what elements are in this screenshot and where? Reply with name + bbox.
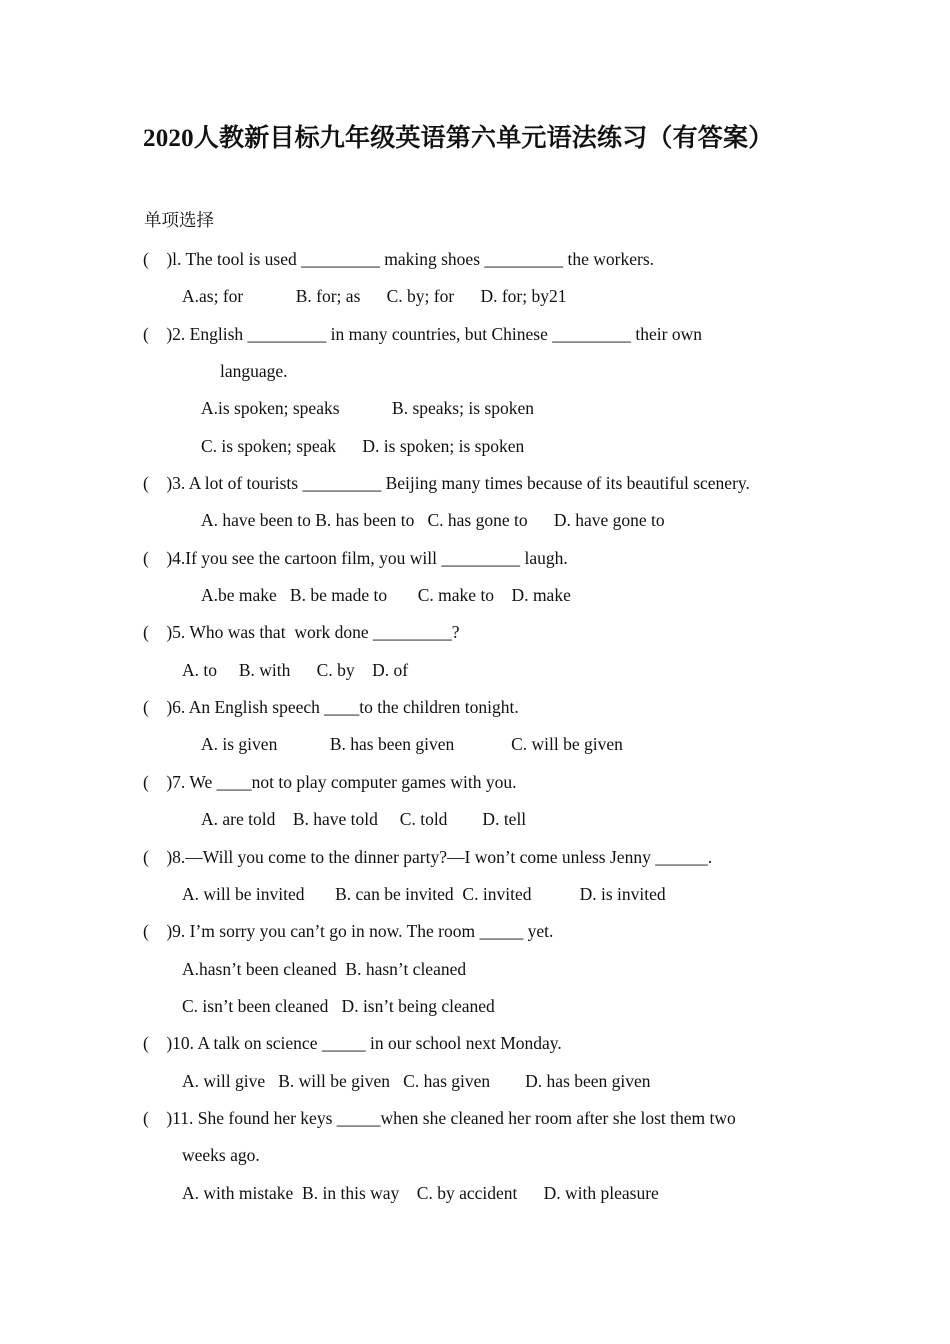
question-11-options: A. with mistake B. in this way C. by accident D. with pleasure [182,1183,659,1203]
question-2: ( )2. English _________ in many countries, but Chinese _________ their own [143,324,702,344]
question-11: ( )11. She found her keys _____when she cleaned her room after she lost them two [143,1108,736,1128]
question-8-options: A. will be invited B. can be invited C. invited D. is invited [182,884,666,904]
question-4: ( )4.If you see the cartoon film, you will _________ laugh. [143,548,568,568]
question-9-options-c-d: C. isn’t been cleaned D. isn’t being cleaned [182,996,495,1016]
question-11-continued: weeks ago. [182,1145,260,1165]
question-2-options-a-b: A.is spoken; speaks B. speaks; is spoken [201,398,534,418]
question-6-options: A. is given B. has been given C. will be given [201,734,623,754]
question-3-options: A. have been to B. has been to C. has gone to D. have gone to [201,510,665,530]
question-9: ( )9. I’m sorry you can’t go in now. The room _____ yet. [143,921,554,941]
question-1: ( )l. The tool is used _________ making shoes _________ the workers. [143,249,655,269]
question-8: ( )8.—Will you come to the dinner party?—I won’t come unless Jenny ______. [143,847,713,867]
section-heading: 单项选择 [144,210,214,230]
question-10: ( )10. A talk on science _____ in our school next Monday. [143,1033,562,1053]
question-5-options: A. to B. with C. by D. of [182,660,409,680]
question-1-options: A.as; for B. for; as C. by; for D. for; by21 [182,286,567,306]
question-10-options: A. will give B. will be given C. has given D. has been given [182,1071,651,1091]
question-7: ( )7. We ____not to play computer games with you. [143,772,517,792]
question-2-continued: language. [220,361,288,381]
question-5: ( )5. Who was that work done _________? [143,622,460,642]
document-title: 2020人教新目标九年级英语第六单元语法练习（有答案） [143,125,774,152]
question-6: ( )6. An English speech ____to the children tonight. [143,697,519,717]
question-3: ( )3. A lot of tourists _________ Beijing many times because of its beautiful scenery. [143,473,750,493]
question-2-options-c-d: C. is spoken; speak D. is spoken; is spoken [201,436,525,456]
question-9-options-a-b: A.hasn’t been cleaned B. hasn’t cleaned [182,959,467,979]
question-7-options: A. are told B. have told C. told D. tell [201,809,527,829]
question-4-options: A.be make B. be made to C. make to D. make [201,585,571,605]
